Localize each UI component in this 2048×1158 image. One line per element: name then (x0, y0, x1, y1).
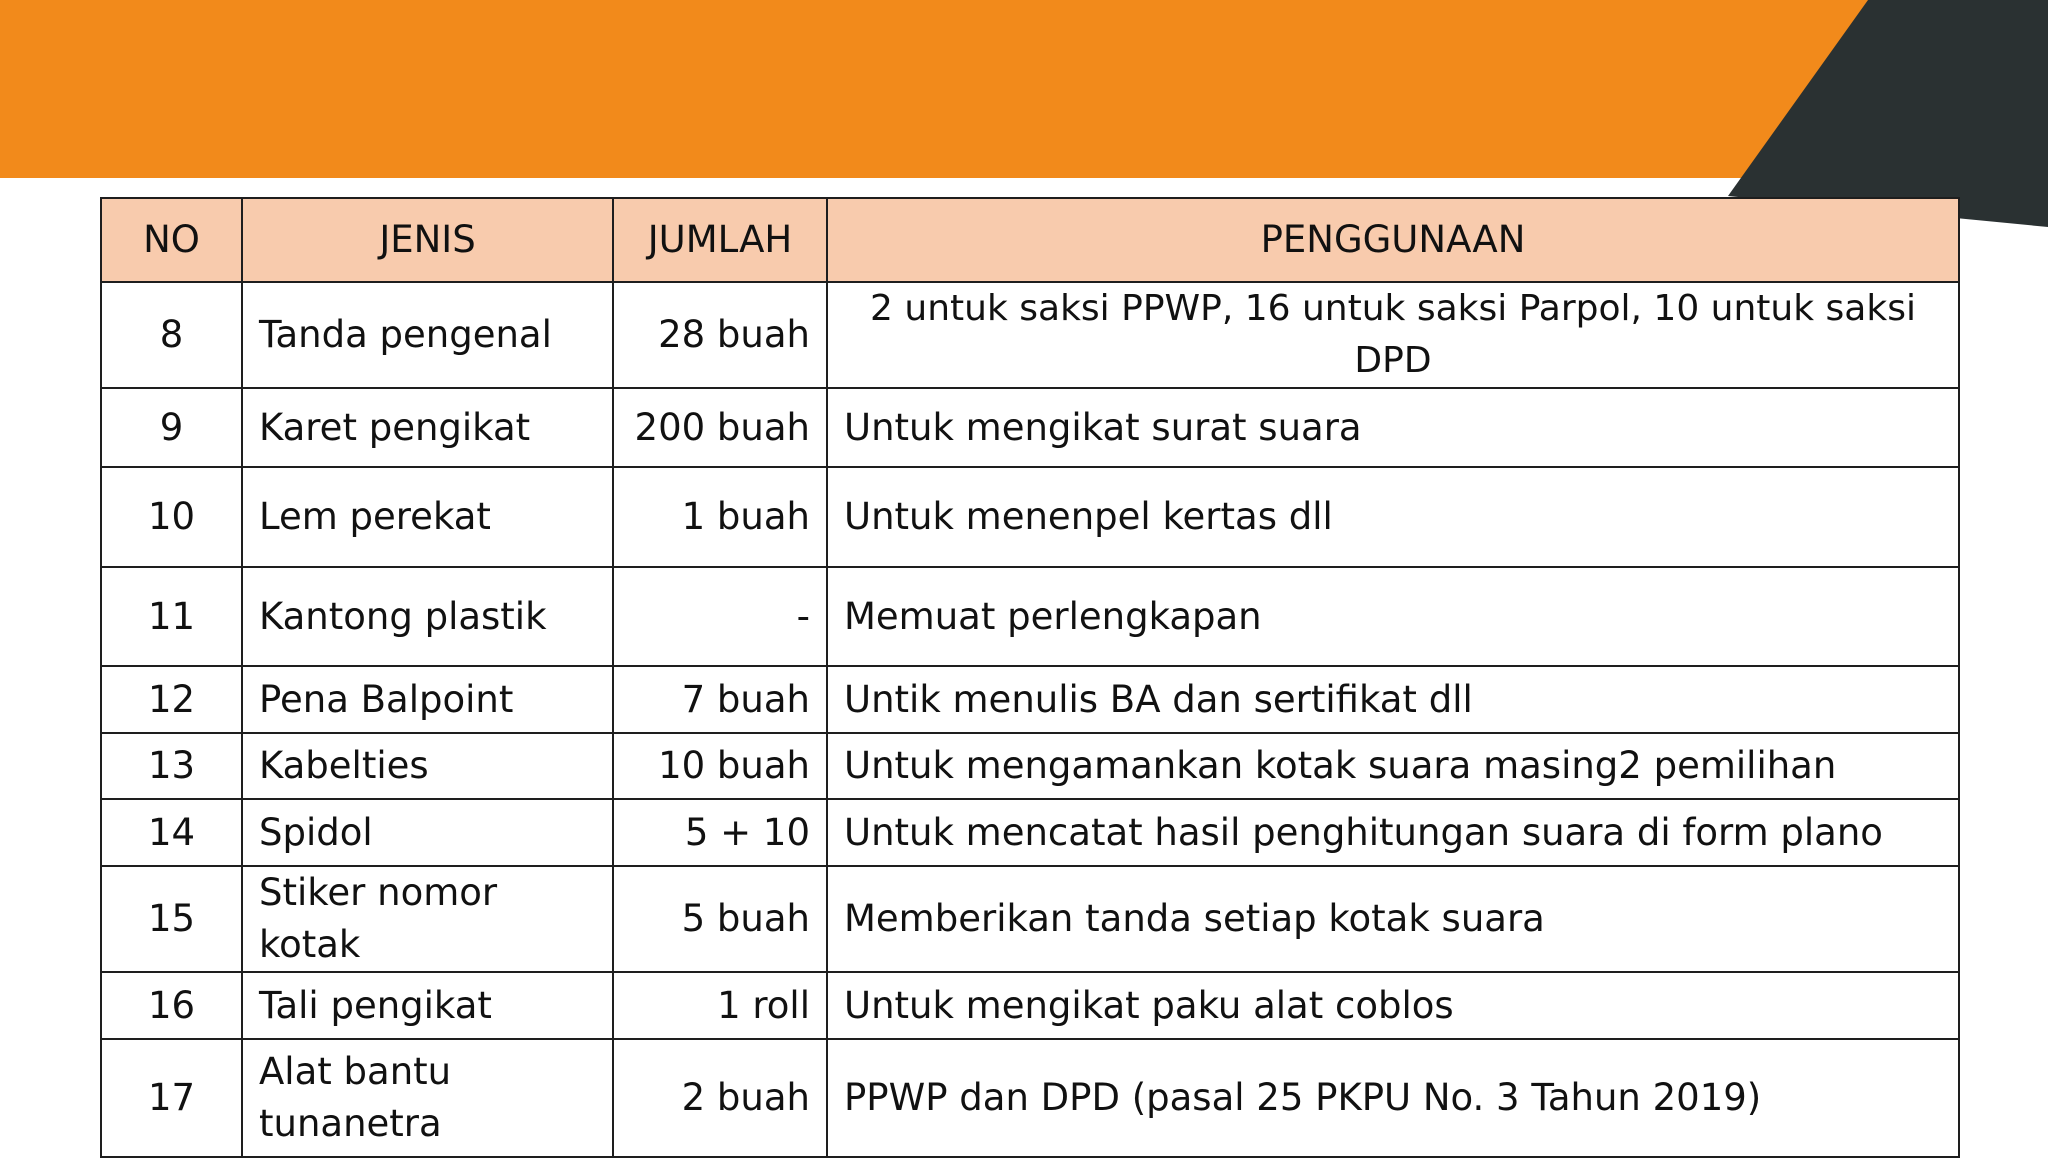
header-jenis: JENIS (242, 198, 613, 282)
orange-banner-band (0, 0, 1868, 178)
cell-jenis: Stiker nomor kotak (242, 866, 613, 972)
table-row (101, 467, 1959, 567)
cell-jenis: Kabelties (242, 733, 613, 799)
cell-no: 10 (101, 467, 242, 567)
cell-jumlah: 2 buah (613, 1039, 827, 1157)
cell-jenis: Tali pengikat (242, 972, 613, 1039)
cell-penggunaan: Untuk mengikat paku alat coblos (827, 972, 1959, 1039)
cell-no: 14 (101, 799, 242, 866)
cell-no: 11 (101, 567, 242, 666)
cell-penggunaan: 2 untuk saksi PPWP, 16 untuk saksi Parpol, 10 untuk saksi DPD (827, 282, 1959, 388)
cell-jumlah: 200 buah (613, 388, 827, 467)
table-row (101, 799, 1959, 866)
cell-penggunaan: Memberikan tanda setiap kotak suara (827, 866, 1959, 972)
cell-jenis: Pena Balpoint (242, 666, 613, 733)
cell-penggunaan: Untuk menenpel kertas dll (827, 467, 1959, 567)
cell-jumlah: 5 + 10 (613, 799, 827, 866)
table-row (101, 388, 1959, 467)
table-header-row (101, 198, 1959, 282)
cell-jumlah: 28 buah (613, 282, 827, 388)
table-row (101, 972, 1959, 1039)
table-row (101, 1039, 1959, 1157)
header-penggunaan: PENGGUNAAN (827, 198, 1959, 282)
cell-jumlah: 1 buah (613, 467, 827, 567)
cell-no: 8 (101, 282, 242, 388)
cell-penggunaan: Untuk mencatat hasil penghitungan suara di form plano (827, 799, 1959, 866)
cell-penggunaan: Untuk mengamankan kotak suara masing2 pemilihan (827, 733, 1959, 799)
table-row (101, 733, 1959, 799)
table-row (101, 282, 1959, 388)
cell-jumlah: 5 buah (613, 866, 827, 972)
cell-no: 12 (101, 666, 242, 733)
header-no: NO (101, 198, 242, 282)
cell-jenis: Karet pengikat (242, 388, 613, 467)
cell-no: 9 (101, 388, 242, 467)
cell-jenis: Kantong plastik (242, 567, 613, 666)
cell-penggunaan: Untik menulis BA dan sertifikat dll (827, 666, 1959, 733)
cell-no: 13 (101, 733, 242, 799)
table-row (101, 567, 1959, 666)
cell-no: 15 (101, 866, 242, 972)
table-row (101, 666, 1959, 733)
cell-penggunaan: Untuk mengikat surat suara (827, 388, 1959, 467)
cell-jenis: Spidol (242, 799, 613, 866)
cell-no: 17 (101, 1039, 242, 1157)
cell-jumlah: 7 buah (613, 666, 827, 733)
equipment-table (100, 197, 1960, 1158)
cell-penggunaan: PPWP dan DPD (pasal 25 PKPU No. 3 Tahun 2019) (827, 1039, 1959, 1157)
table-row (101, 866, 1959, 972)
cell-penggunaan: Memuat perlengkapan (827, 567, 1959, 666)
cell-jenis: Tanda pengenal (242, 282, 613, 388)
cell-jenis: Alat bantu tunanetra (242, 1039, 613, 1157)
header-jumlah: JUMLAH (613, 198, 827, 282)
cell-jumlah: 1 roll (613, 972, 827, 1039)
cell-jumlah: - (613, 567, 827, 666)
cell-no: 16 (101, 972, 242, 1039)
cell-jenis: Lem perekat (242, 467, 613, 567)
cell-jumlah: 10 buah (613, 733, 827, 799)
